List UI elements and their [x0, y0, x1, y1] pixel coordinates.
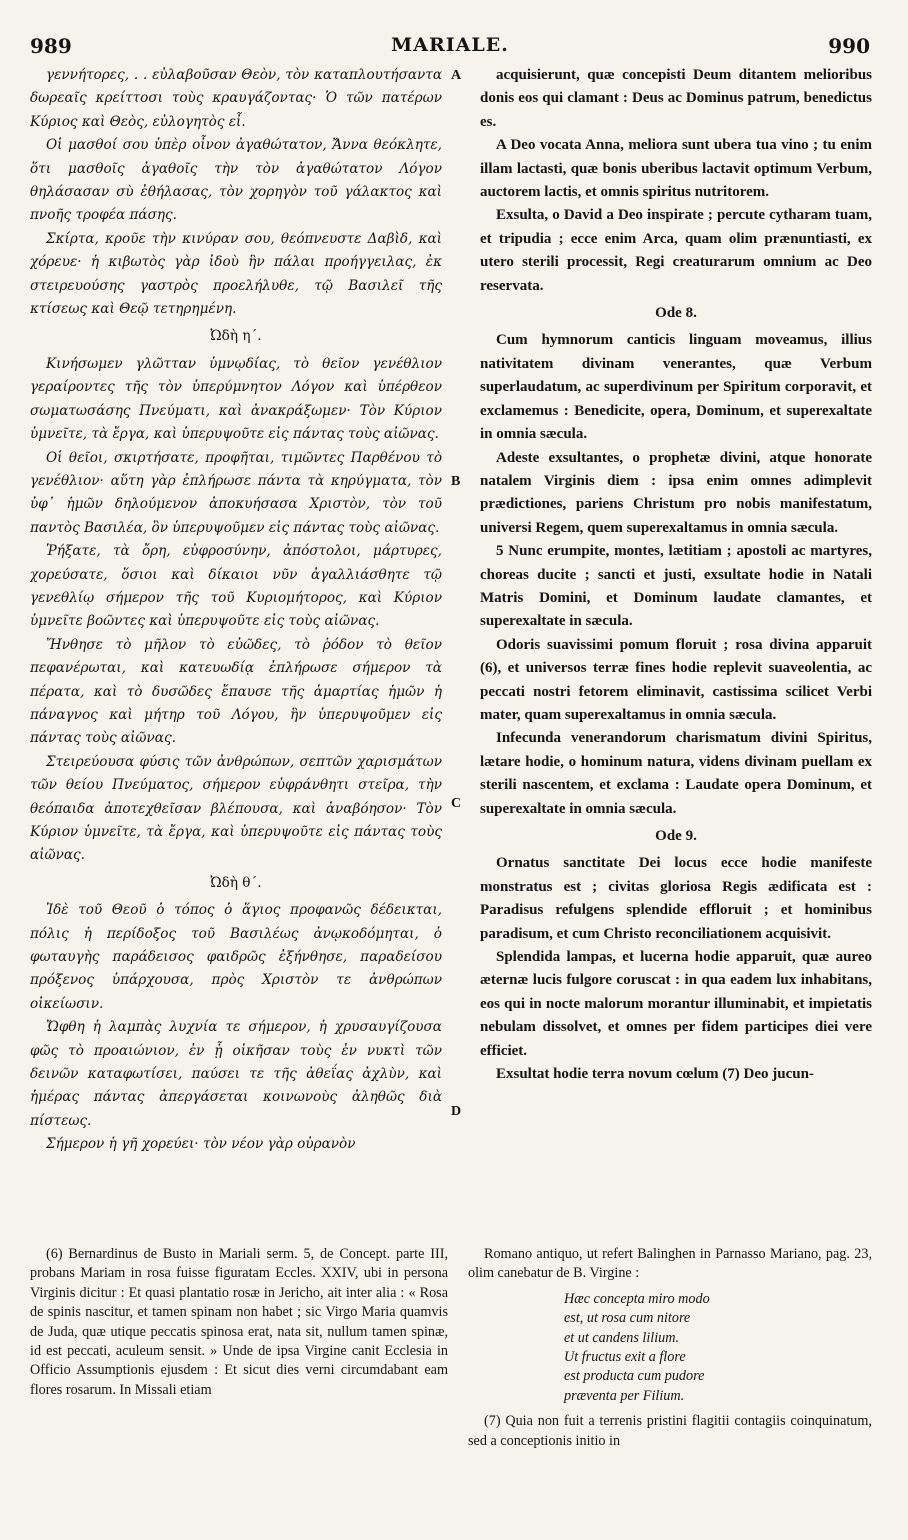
greek-paragraph: Ἰδὲ τοῦ Θεοῦ ὁ τόπος ὁ ἅγιος προφανῶς δέδεικται, πόλις ἡ περίδοξος τοῦ Βασιλέως ἀνῳκοδόμηται, ὁ φωταυγὴς παράδεισος φαιδρῶς ἐξήνθησε, παραδείσου πρόξενος ὑπάρχουσα, πρὸς Χριστὸν τε ἀνθρώπων οἰκείωσιν. — [30, 902, 442, 1012]
verse-line: Hæc concepta miro modo — [564, 1290, 710, 1307]
verse-line: Ut fructus exit a flore — [564, 1349, 686, 1366]
latin-paragraph: Adeste exsultantes, o prophetæ divini, atque honorate natalem Virginis diem : ipsa enim omnes adimplevit prædictiones, pariens Christum pro nobis manifestatum, universi Regem, quem superexaltamus in omnia sæcula. — [480, 449, 872, 536]
greek-column — [30, 64, 442, 1157]
greek-paragraph: Σήμερον ἡ γῆ χορεύει· τὸν νέον γὰρ οὐρανὸν — [46, 1136, 356, 1153]
greek-ode-heading: Ὠδὴ η΄. — [210, 328, 262, 345]
greek-paragraph: γεννήτορες, . . εὐλαβοῦσαν Θεὸν, τὸν καταπλουτήσαντα δωρεαῖς κρείττοσι τοὺς κραυγάζοντας· Ὁ τῶν πατέρων Κύριος καὶ Θεὸς, εὐλογητὸς εἶ. — [30, 67, 442, 130]
margin-letter-a: A — [451, 68, 462, 83]
margin-letters — [445, 64, 473, 1144]
latin-paragraph: Odoris suavissimi pomum floruit ; rosa divina apparuit (6), et universos terræ fines hodie replevit suaveolentia, ac peccati nostri fetorem eliminavit, castissima scilicet Verbi mater, quam superexaltamus in omnia sæcula. — [480, 636, 872, 723]
greek-paragraph: Ὤφθη ἡ λαμπὰς λυχνία τε σήμερον, ἡ χρυσαυγίζουσα φῶς τὸ προαιώνιον, ἐν ᾗ οἰκῆσαν τοὺς ἐν νυκτὶ τῶν δεινῶν καταφωτίσει, παύσει τε τῆς ἀθεΐας ἀχλὺν, καὶ ἡμέρας πάντας ἀπεργάσεται κοινωνοὺς ἀληθῶς διὰ πίστεως. — [30, 1019, 442, 1129]
footnote-right — [468, 1245, 872, 1451]
verse-line: est producta cum pudore — [564, 1368, 705, 1385]
verse-line: præventa per Filium. — [564, 1387, 685, 1404]
latin-paragraph: Exsultat hodie terra novum cœlum (7) Deo jucun- — [496, 1066, 814, 1083]
greek-paragraph: Οἱ θεῖοι, σκιρτήσατε, προφῆται, τιμῶντες Παρθένου τὸ γενέθλιον· αὕτη γὰρ ἐπλήρωσε πάντα τὰ κηρύγματα, τὸν ὑφ᾽ ἡμῶν δηλούμενον ἀποκυήσασα Χριστὸν, τὸν τοῦ παντὸς Βασιλέα, ὃν ὑπερυψοῦμεν εἰς πάντας τοὺς αἰῶνας. — [30, 449, 442, 536]
margin-letter-d: D — [451, 1104, 462, 1119]
page-header — [30, 34, 870, 58]
latin-column — [480, 64, 872, 1086]
latin-paragraph: Ornatus sanctitate Dei locus ecce hodie manifeste monstratus est ; civitas gloriosa Regis ædificata est : Paradisus refulgens splendide effloruit ; et hominibus paradisum, et cum Christo reconciliationem acquisivit. — [480, 855, 872, 942]
greek-paragraph: Σκίρτα, κροῦε τὴν κινύραν σου, θεόπνευστε Δαβὶδ, καὶ χόρευε· ἡ κιβωτὸς γὰρ ἰδοὺ ἣν πάλαι προήγγειλας, ἐκ στειρευούσης γαστρὸς προελήλυθε, τῷ Βασιλεῖ τῆς κτίσεως καὶ Θεῷ τετηρημένη. — [30, 230, 442, 318]
greek-paragraph: Ἤνθησε τὸ μῆλον τὸ εὐῶδες, τὸ ῥόδον τὸ θεῖον πεφανέρωται, καὶ κατευωδίᾳ ἐπλήρωσε σήμερον τὰ πέρατα, καὶ τὸ δυσῶδες ἔπαυσε τῆς ἁμαρτίας ἡμῶν ἡ πάναγνος καὶ μήτηρ τοῦ Λόγου, ἣν ὑπερυψοῦμεν εἰς πάντας τοὺς αἰῶνας. — [30, 636, 442, 747]
page-number-left: 989 — [30, 34, 72, 58]
verse-line: et ut candens lilium. — [564, 1329, 680, 1346]
greek-ode-heading: Ὠδὴ θ΄. — [210, 874, 262, 891]
footnote-left — [30, 1245, 448, 1400]
latin-paragraph: acquisierunt, quæ concepisti Deum ditantem melioribus donis eos qui clamant : Deus ac Dominus patrum, benedictus es. — [480, 67, 872, 130]
latin-paragraph: Infecunda venerandorum charismatum divini Spiritus, lætare hodie, o hominum natura, videns divinam puellam ex sterili nascentem, et exclama : Laudate opera Dominum, et superexaltate in omnia sæcula. — [480, 730, 872, 817]
latin-paragraph: A Deo vocata Anna, meliora sunt ubera tua vino ; tu enim illam lactasti, quæ bonis uberibus lactavit optimum Verbum, auctorem lactis, et omnis spiritus nutritorem. — [480, 137, 872, 201]
greek-paragraph: Οἱ μασθοί σου ὑπὲρ οἶνον ἀγαθώτατον, Ἄννα θεόκλητε, ὅτι μασθοῖς ἀγαθοῖς τὴν τὸν ἀγαθώτατον Λόγον θηλάσασαν σὺ ἐθήλασας, τὸν χορηγὸν τοῦ γάλακτος καὶ πνοῆς τροφέα πάσης. — [30, 137, 442, 224]
greek-paragraph: Κινήσωμεν γλῶτταν ὑμνῳδίας, τὸ θεῖον γενέθλιον γεραίροντες τῆς τὸν ὑπερύμνητον Λόγον καὶ ὑπέρθεον σωματωσάσης Πνεύματι, καὶ ἀνακράξωμεν· Τὸν Κύριον ὑμνεῖτε, τὰ ἔργα, καὶ ὑπερυψοῦτε εἰς πάντας τοὺς αἰῶνας. — [30, 355, 442, 443]
latin-paragraph: Exsulta, o David a Deo inspirate ; percute cytharam tuam, et tripudia ; ecce enim Arca, quam olim prænuntiasti, ex utero sterili processit, Regi creaturarum omnium ac Deo reservata. — [480, 207, 872, 294]
greek-paragraph: Στειρεύουσα φύσις τῶν ἀνθρώπων, σεπτῶν χαρισμάτων τῶν θείου Πνεύματος, σήμερον εὐφράνθητι στεῖρα, τὴν θεόπαιδα ἀποτεχθεῖσαν βλέπουσα, καὶ ἀναβόησον· Τὸν Κύριον ὑμνεῖτε, τὰ ἔργα, καὶ ὑπερυψοῦτε εἰς πάντας τοὺς αἰῶνας. — [30, 753, 442, 864]
verse-line: est, ut rosa cum nitore — [564, 1310, 691, 1327]
latin-paragraph: Splendida lampas, et lucerna hodie apparuit, quæ aureo æternæ lucis fulgore coruscat : in qua eadem lux inhabitans, eos qui in nocte malorum morantur illuminabit, et impietatis nebulam dissolvet, et omnes per fidem participes diei vere efficiet. — [480, 949, 872, 1059]
page-number-right: 990 — [828, 34, 870, 58]
footnote-6: (6) Bernardinus de Busto in Mariali serm. 5, de Concept. parte III, probans Mariam in rosa fuisse figuratam Eccles. XXIV, ubi in persona Virginis dicitur : Et quasi plantatio rosæ in Jericho, ait inter alia : « Rosa de spinis nascitur, et tamen spinam non habet ; sic Virgo Maria quamvis de Juda, quæ utique peccatis spinosa erat, nata sit, nullum tamen spinæ, id est peccati, aculeum sensit. » Unde de ipsa Virgine canit Ecclesia in Officio Assumptionis ejusdem : Et sicut dies verni circumdabant eam flores rosarum. In Missali etiam — [30, 1246, 448, 1398]
latin-ode-heading: Ode 9. — [655, 828, 697, 844]
latin-ode-heading: Ode 8. — [655, 305, 697, 322]
latin-paragraph: Cum hymnorum canticis linguam moveamus, illius nativitatem divinam venerantes, quæ Verbum superlaudatum, ac superdivinum per Spiritum corporavit, et exclamemus : Benedicite, opera, Dominum, et superexaltate in omnia sæcula. — [480, 332, 872, 443]
running-title: MARIALE. — [391, 34, 509, 56]
greek-paragraph: Ῥήξατε, τὰ ὄρη, εὐφροσύνην, ἀπόστολοι, μάρτυρες, χορεύσατε, ὅσιοι καὶ δίκαιοι νῦν ἀγαλλιάσθητε τῷ γενεθλίῳ σήμερον τῆς τοῦ Κυριομήτορος, καὶ Κύριον ὑμνεῖτε βοῶντες καὶ ὑπερυψοῦτε εἰς τοὺς αἰῶνας. — [30, 543, 442, 630]
footnote-7: (7) Quia non fuit a terrenis pristini flagitii contagiis coinquinatum, sed a conceptionis initio in — [468, 1413, 872, 1449]
margin-letter-b: B — [451, 474, 461, 489]
margin-letter-c: C — [451, 796, 462, 811]
hymn-verse — [468, 1290, 872, 1406]
latin-paragraph: 5 Nunc erumpite, montes, lætitiam ; apostoli ac martyres, choreas ducite ; sancti et justi, exsultate hodie in Natali Matris Domini, et Dominum laudate clamantes, et superexaltate in sæcula. — [480, 543, 872, 630]
footnote-6-continued: Romano antiquo, ut refert Balinghen in Parnasso Mariano, pag. 23, olim canebatur de B. Virgine : — [468, 1246, 872, 1282]
